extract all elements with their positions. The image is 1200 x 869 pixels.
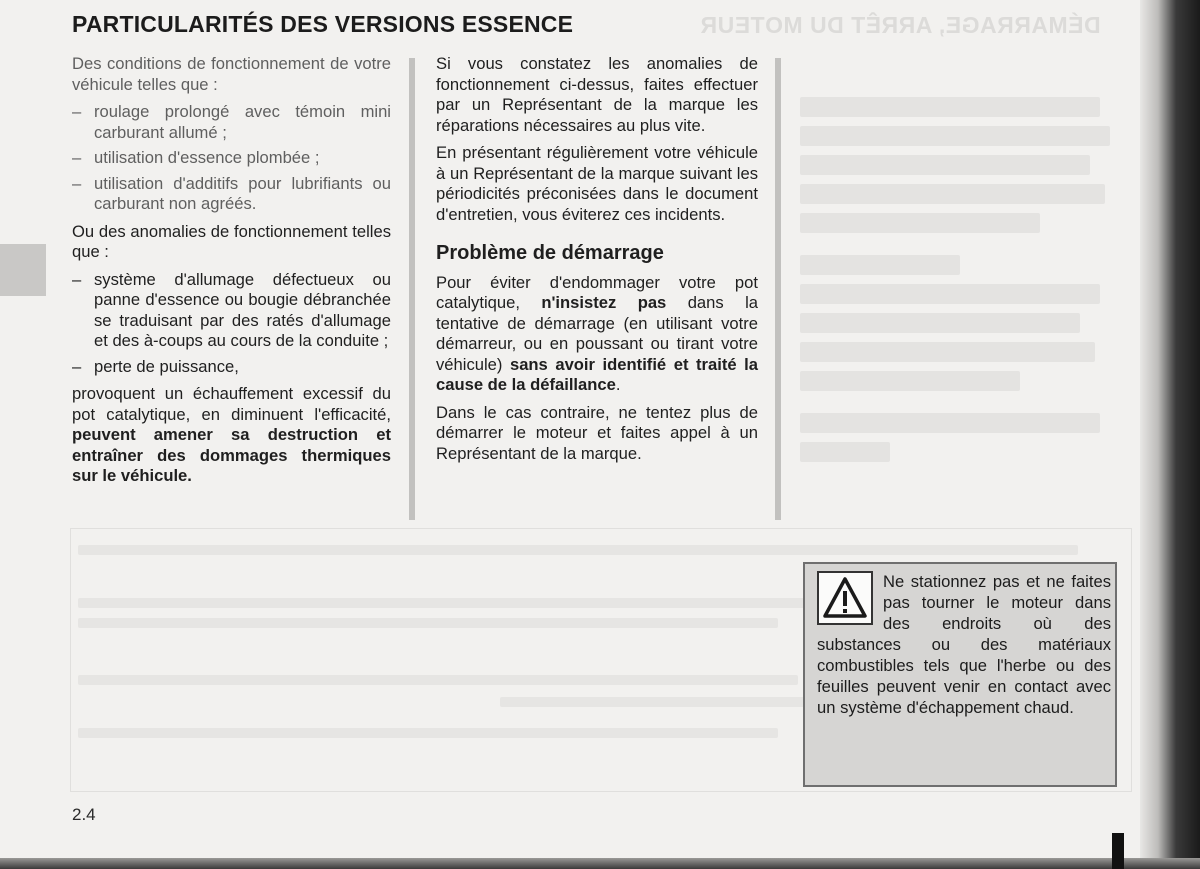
mirrored-title: DÉMARRAGE, ARRÊT DU MOTEUR (700, 12, 1101, 38)
ghost-text-lines (800, 88, 1120, 471)
column-divider (409, 58, 415, 520)
page-title: PARTICULARITÉS DES VERSIONS ESSENCE (72, 11, 574, 37)
anomalies-intro: Ou des anomalies de fonctionnement telles que : (72, 221, 391, 261)
list-item: – utilisation d'essence plombée ; (72, 148, 320, 167)
starting-paragraph: Pour éviter d'endommager votre pot catalytique, n'insistez pas dans la tentative de démarrage (en utilisant votre démarreur, ou en poussant ou tirant votre véhicule) sans avoir identifié et traité la cause de la défaillance. (436, 272, 758, 394)
ghost-band (78, 728, 778, 738)
column-divider (775, 58, 781, 520)
maintenance-paragraph: En présentant régulièrement votre véhicule à un Représentant de la marque suivant les périodicités préconisées dans le document d'entretien, vous éviterez ces incidents. (436, 143, 758, 224)
column-1 (72, 54, 391, 494)
chapter-tab (0, 244, 46, 296)
conditions-intro: Des conditions de fonctionnement de votre véhicule telles que : (72, 54, 391, 94)
conditions-list (72, 102, 391, 215)
page-number: 2.4 (72, 805, 96, 824)
consequence-paragraph: provoquent un échauffement excessif du pot catalytique, en diminuent l'efficacité, peuvent amener sa destruction et entraîner des dommages thermiques sur le véhicule. (72, 384, 391, 485)
section-title: Problème de démarrage (436, 242, 664, 264)
list-item: – système d'allumage défectueux ou panne d'essence ou bougie débranchée se traduisant par des ratés d'allumage et des à-coups au cours de la conduite ; (72, 269, 391, 350)
ghost-band (78, 545, 1078, 555)
list-item: – utilisation d'additifs pour lubrifiants ou carburant non agréés. (72, 173, 391, 213)
ghost-band (78, 675, 798, 685)
repair-paragraph: Si vous constatez les anomalies de fonctionnement ci-dessus, faites effectuer par un Représentant de la marque les réparations nécessaires au plus vite. (436, 54, 758, 135)
warning-text: Ne stationnez pas et ne faites pas tourner le moteur dans des endroits où des substances ou des matériaux combustibles tels que l'herbe ou des feuilles peuvent venir en contact avec un système d'échappement chaud. (817, 572, 1111, 717)
column-2 (436, 54, 758, 471)
otherwise-paragraph: Dans le cas contraire, ne tentez plus de démarrer le moteur et faites appel à un Représentant de la marque. (436, 402, 758, 463)
anomalies-list (72, 270, 391, 378)
list-item: – perte de puissance, (72, 356, 239, 376)
warning-box (803, 562, 1117, 787)
consequence-bold: peuvent amener sa destruction et entraîner des dommages thermiques sur le véhicule. (72, 425, 391, 485)
ghost-band (78, 618, 778, 628)
page-edge-mark (1112, 833, 1124, 869)
page-bottom-edge (0, 858, 1200, 869)
page-binding-edge (1140, 0, 1200, 869)
list-item: – roulage prolongé avec témoin mini carburant allumé ; (72, 102, 391, 142)
